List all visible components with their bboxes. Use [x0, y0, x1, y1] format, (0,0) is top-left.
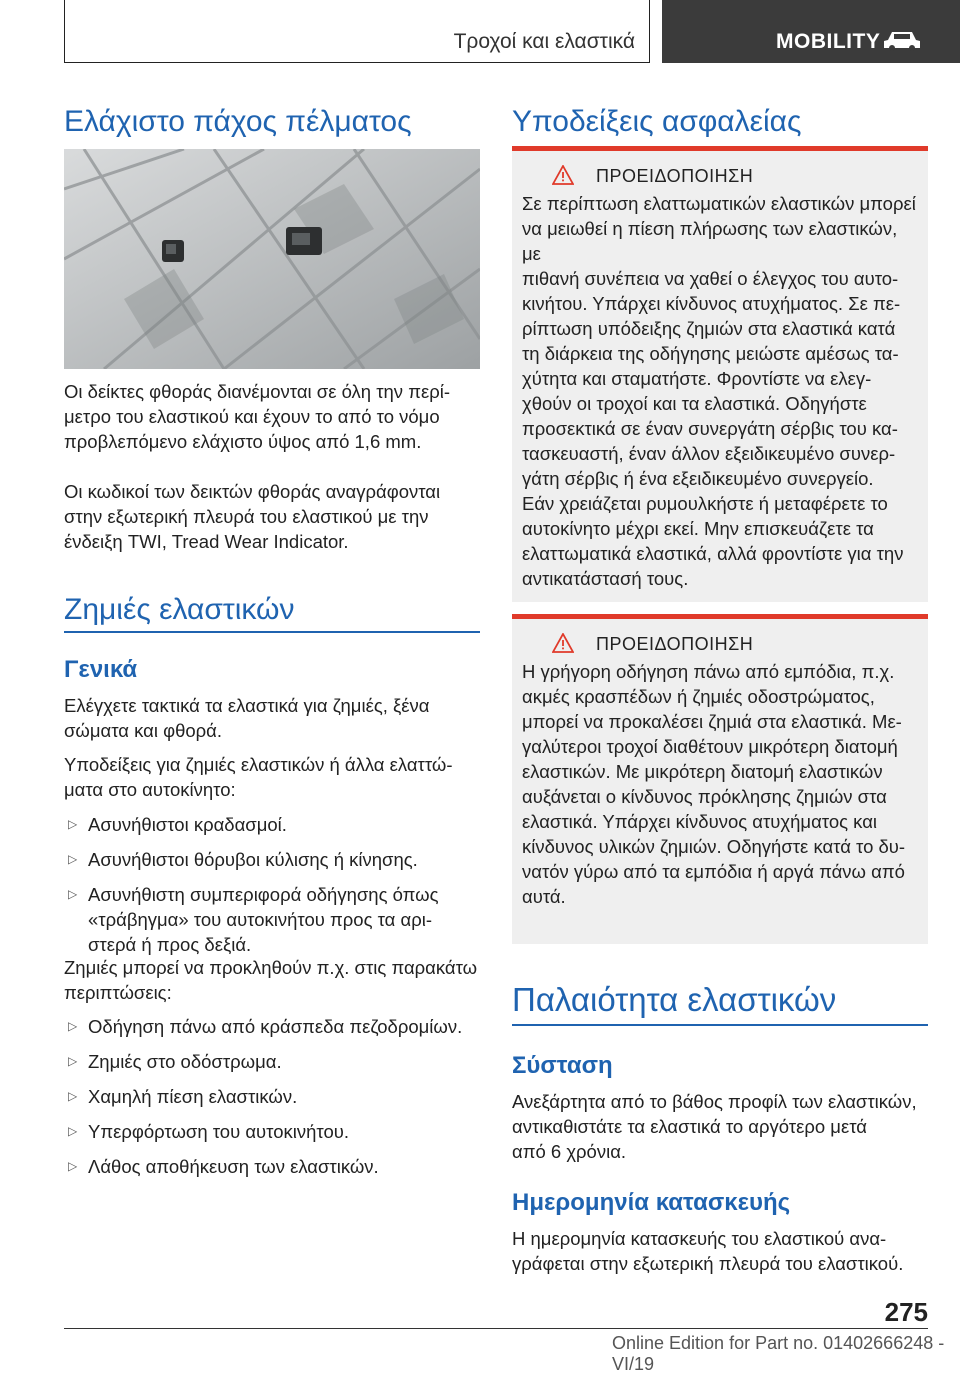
warning-box-2 — [512, 614, 928, 944]
header-brand-label: MOBILITY — [776, 30, 881, 53]
list-item — [64, 1119, 480, 1144]
list-item — [64, 847, 480, 872]
warning-line: ρίπτωση υπόδειξης ζημιών στα ελαστικά κατά — [522, 318, 896, 339]
warning-line: κινήτου. Υπάρχει κίνδυνος ατυχήματος. Σε πε- — [522, 293, 901, 314]
list-item-text: στερά ή προς δεξιά. — [88, 934, 252, 955]
warning-line: αυτά. — [522, 886, 566, 907]
date-line: Η ημερομηνία κατασκευής του ελαστικού ανα- — [512, 1228, 887, 1249]
warning-line: να μειωθεί η πίεση πλήρωσης των ελαστικών, με — [522, 218, 898, 264]
warning-line: αυξάνεται ο κίνδυνος πρόκλησης ζημιών στα — [522, 786, 887, 807]
recommend-line: από 6 χρόνια. — [512, 1141, 627, 1162]
safety-title-block — [512, 104, 928, 140]
warning-line: προσεκτικά σε έναν συνεργάτη σέρβις του κα- — [522, 418, 898, 439]
causes-para-line: περιπτώσεις: — [64, 982, 172, 1003]
general-para — [64, 693, 480, 743]
general-title: Γενικά — [64, 656, 138, 683]
tread-para-2-line: Οι κωδικοί των δεικτών φθοράς αναγράφονται — [64, 481, 441, 502]
list-item — [64, 812, 480, 837]
recommend-line: αντικαθιστάτε τα ελαστικά το αργότερο μετά — [512, 1116, 867, 1137]
warning-heading-row — [522, 165, 918, 187]
age-title: Παλαιότητα ελαστικών — [512, 981, 837, 1018]
list-item — [64, 1014, 480, 1039]
warning-heading-row — [522, 633, 918, 655]
recommend-line: Ανεξάρτητα από το βάθος προφίλ των ελαστικών, — [512, 1091, 917, 1112]
list-item-text: Ασυνήθιστοι θόρυβοι κύλισης ή κίνησης. — [88, 849, 418, 870]
warning-line: χύτητα και σταματήστε. Φροντίστε να ελεγ- — [522, 368, 872, 389]
warning-line: ελαστικών. Με μικρότερη διατομή ελαστικών — [522, 761, 883, 782]
list-item-text: Οδήγηση πάνω από κράσπεδα πεζοδρομίων. — [88, 1016, 463, 1037]
warning-line: νατόν γύρω από τα εμπόδια ή αργά πάνω από — [522, 861, 905, 882]
triangle-bullet-icon: ▷ — [68, 1054, 78, 1068]
signs-list — [64, 812, 480, 957]
triangle-bullet-icon: ▷ — [68, 1124, 78, 1138]
age-title-rule — [512, 1024, 928, 1026]
triangle-bullet-icon: ▷ — [68, 817, 78, 831]
footer-rule — [64, 1328, 928, 1329]
header-section-title: Τροχοί και ελαστικά — [453, 30, 635, 53]
list-item — [64, 1154, 480, 1179]
triangle-bullet-icon: ▷ — [68, 1019, 78, 1033]
signs-para — [64, 752, 480, 802]
signs-para-line: ματα στο αυτοκίνητο: — [64, 779, 236, 800]
warning-box-1 — [512, 146, 928, 602]
warning-line: πιθανή συνέπεια να χαθεί ο έλεγχος του αυτο- — [522, 268, 899, 289]
tread-title-block — [64, 104, 480, 140]
list-item-text: Λάθος αποθήκευση των ελαστικών. — [88, 1156, 379, 1177]
list-item-text: Χαμηλή πίεση ελαστικών. — [88, 1086, 298, 1107]
tread-para-1-line: προβλεπόμενο ελάχιστο ύψος από 1,6 mm. — [64, 431, 422, 452]
warning-heading: ΠΡΟΕΙΔΟΠΟΙΗΣΗ — [596, 634, 754, 654]
warning-line: τασκευαστή, έναν άλλον εξειδικευμένο συνερ- — [522, 443, 896, 464]
age-title-block — [512, 982, 928, 1018]
warning-line: Σε περίπτωση ελαττωματικών ελαστικών μπορεί — [522, 193, 916, 214]
damage-title: Ζημιές ελαστικών — [64, 593, 295, 626]
triangle-bullet-icon: ▷ — [68, 1159, 78, 1173]
warning-line: ακμές κρασπέδων ή ζημιές οδοστρώματος, — [522, 686, 875, 707]
car-icon — [882, 28, 922, 52]
triangle-bullet-icon: ▷ — [68, 852, 78, 866]
damage-title-rule — [64, 631, 480, 633]
date-title-block — [512, 1188, 928, 1218]
causes-para — [64, 955, 480, 1005]
triangle-bullet-icon: ▷ — [68, 887, 78, 901]
footer-edition: Online Edition for Part no. 01402666248 - VI/19 — [612, 1333, 945, 1374]
warning-triangle-icon — [552, 165, 574, 185]
warning-line: Η γρήγορη οδήγηση πάνω από εμπόδια, π.χ. — [522, 661, 895, 682]
tire-tread-photo — [64, 149, 480, 369]
triangle-bullet-icon: ▷ — [68, 1089, 78, 1103]
list-item — [64, 1084, 480, 1109]
tread-para-1-line: μετρο του ελαστικού και έχουν το από το νόμο — [64, 406, 440, 427]
recommend-title-block — [512, 1051, 928, 1081]
date-para — [512, 1226, 928, 1276]
warning-line: αυτοκίνητο μέχρι εκεί. Μην επισκευάζετε τα — [522, 518, 874, 539]
warning-line: μπορεί να προκαλέσει ζημιά στα ελαστικά. Με- — [522, 711, 902, 732]
list-item-text: Ασυνήθιστη συμπεριφορά οδήγησης όπως — [88, 884, 439, 905]
tread-para-2-line: ένδειξη TWI, Tread Wear Indicator. — [64, 531, 349, 552]
damage-title-block — [64, 592, 480, 628]
warning-line: χθούν οι τροχοί και τα ελαστικά. Οδηγήστε — [522, 393, 867, 414]
tread-para-2 — [64, 479, 480, 554]
warning-line: αντικατάστασή τους. — [522, 568, 689, 589]
date-line: γράφεται στην εξωτερική πλευρά του ελαστικού. — [512, 1253, 904, 1274]
recommend-para — [512, 1089, 928, 1164]
general-title-block — [64, 655, 480, 685]
warning-triangle-icon — [552, 633, 574, 653]
general-para-line: σώματα και φθορά. — [64, 720, 222, 741]
tread-para-1-line: Οι δείκτες φθοράς διανέμονται σε όλη την περί- — [64, 381, 451, 402]
page-number: 275 — [884, 1297, 928, 1327]
date-title: Ημερομηνία κατασκευής — [512, 1189, 791, 1216]
list-item — [64, 1049, 480, 1074]
tread-title: Ελάχιστο πάχος πέλματος — [64, 105, 412, 138]
general-para-line: Ελέγχετε τακτικά τα ελαστικά για ζημιές, ξένα — [64, 695, 430, 716]
tread-para-2-line: στην εξωτερική πλευρά του ελαστικού με την — [64, 506, 429, 527]
signs-para-line: Υποδείξεις για ζημιές ελαστικών ή άλλα ελαττώ- — [64, 754, 453, 775]
warning-line: ελαστικά. Υπάρχει κίνδυνος ατυχήματος και — [522, 811, 877, 832]
warning-line: γαλύτεροι τροχοί διαθέτουν μικρότερη διατομή — [522, 736, 898, 757]
list-item-text: Ασυνήθιστοι κραδασμοί. — [88, 814, 287, 835]
causes-para-line: Ζημιές μπορεί να προκληθούν π.χ. στις παρακάτω — [64, 957, 478, 978]
header-section-box — [64, 0, 650, 63]
recommend-title: Σύσταση — [512, 1052, 613, 1079]
warning-line: τη διάρκεια της οδήγησης μειώστε αμέσως τα- — [522, 343, 899, 364]
warning-line: ελαττωματικά ελαστικά, αλλά φροντίστε για την — [522, 543, 904, 564]
list-item-text: Ζημιές στο οδόστρωμα. — [88, 1051, 282, 1072]
header-brand-tab — [662, 0, 960, 63]
warning-heading: ΠΡΟΕΙΔΟΠΟΙΗΣΗ — [596, 166, 754, 186]
causes-list — [64, 1014, 480, 1179]
tire-tread-illustration — [64, 149, 480, 369]
warning-line: γάτη σέρβις ή ένα εξειδικευμένο συνεργείο. — [522, 468, 874, 489]
tread-para-1 — [64, 379, 480, 454]
list-item — [64, 882, 480, 957]
warning-line: κίνδυνος υλικών ζημιών. Οδηγήστε κατά το δυ- — [522, 836, 906, 857]
list-item-text: «τράβηγμα» του αυτοκινήτου προς τα αρι- — [88, 909, 433, 930]
warning-line: Εάν χρειάζεται ρυμουλκήστε ή μεταφέρετε το — [522, 493, 888, 514]
list-item-text: Υπερφόρτωση του αυτοκινήτου. — [88, 1121, 349, 1142]
safety-title: Υποδείξεις ασφαλείας — [512, 105, 802, 138]
